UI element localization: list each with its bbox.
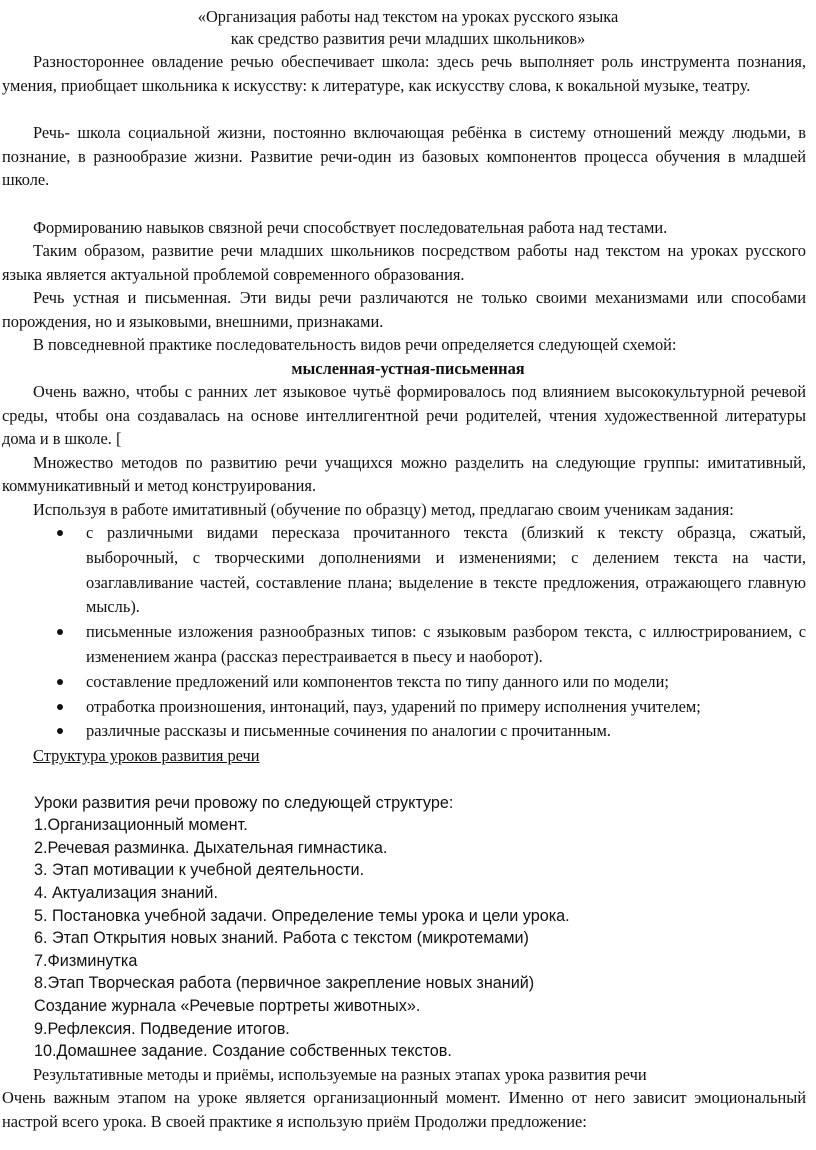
spacer	[0, 768, 816, 792]
list-item: письменные изложения разнообразных типов: с языковым разбором текста, с иллюстрированием, с изменением жанра (рассказ перестраивается в пьесу и наоборот).	[0, 620, 806, 670]
list-item: 2.Речевая разминка. Дыхательная гимнастика.	[34, 838, 388, 857]
bullet-icon	[57, 728, 63, 734]
list-item: с различными видами пересказа прочитанного текста (близкий к тексту образца, сжатый, выборочный, с творческими дополнениями и изменениями; с делением текста на части, озаглавливание частей, составление плана; выделение в тексте предложения, отражающего главную мысль).	[0, 521, 806, 620]
tasks-list	[0, 521, 816, 744]
paragraph-3: Формированию навыков связной речи способствует последовательная работа над тестами.	[33, 217, 668, 237]
document-title	[0, 6, 816, 50]
paragraph-6: В повседневной практике последовательность видов речи определяется следующей схемой:	[33, 335, 677, 354]
final-paragraph: Очень важным этапом на уроке является организационный момент. Именно от него зависит эмоциональный настрой всего урока. В своей практике я использую приём Продолжи предложение:	[2, 1088, 806, 1131]
paragraph-1: Разностороннее овладение речью обеспечивает школа: здесь речь выполняет роль инструмента познания, умения, приобщает школьника к искусству: к литературе, как искусству слова, к вокальной музыке, театру.	[2, 52, 806, 95]
list-item: 9.Рефлексия. Подведение итогов.	[34, 1019, 290, 1038]
paragraph-9: Используя в работе имитативный (обучение по образцу) метод, предлагаю своим ученикам задания:	[33, 499, 734, 519]
list-item: 5. Постановка учебной задачи. Определение темы урока и цели урока.	[34, 906, 570, 925]
paragraph-8: Множество методов по развитию речи учащихся можно разделить на следующие группы: имитативный, коммуникативный и метод конструирования.	[2, 452, 806, 495]
list-item: 6. Этап Открытия новых знаний. Работа с текстом (микротемами)	[34, 929, 529, 948]
lesson-structure	[0, 792, 816, 1063]
paragraph-4: Таким образом, развитие речи младших школьников посредством работы над текстом на уроках русского языка является актуальной проблемой современного образования.	[2, 241, 806, 284]
list-item: 1.Организационный момент.	[34, 816, 248, 835]
methods-heading: Результативные методы и приёмы, используемые на разных этапах урока развития речи	[33, 1064, 647, 1084]
paragraph-5: Речь устная и письменная. Эти виды речи различаются не только своими механизмами или способами порождения, но и языковыми, внешними, признаками.	[2, 288, 806, 331]
list-item: 7.Физминутка	[34, 951, 138, 970]
list-item: составление предложений или компонентов текста по типу данного или по модели;	[0, 670, 806, 695]
bullet-icon	[57, 704, 63, 710]
title-line-2: как средство развития речи младших школьников»	[230, 29, 586, 48]
spacer	[0, 97, 816, 121]
speech-scheme: мысленная-устная-письменная	[291, 358, 525, 378]
bullet-icon	[57, 679, 63, 685]
spacer	[0, 192, 816, 216]
list-item: Создание журнала «Речевые портреты животных».	[34, 997, 421, 1016]
bullet-icon	[57, 530, 63, 536]
list-item: 8.Этап Творческая работа (первичное закрепление новых знаний)	[34, 974, 535, 993]
list-item: отработка произношения, интонаций, пауз, ударений по примеру исполнения учителем;	[0, 695, 806, 720]
structure-heading: Структура уроков развития речи	[33, 746, 260, 766]
paragraph-2: Речь- школа социальной жизни, постоянно включающая ребёнка в систему отношений между людьми, в познание, в разнообразие жизни. Развитие речи-один из базовых компонентов процесса обучения в младшей школе.	[2, 123, 806, 189]
paragraph-7: Очень важно, чтобы с ранних лет языковое чутьё формировалось под влиянием высококультурной речевой среды, чтобы она создавалась на основе интеллигентной речи родителей, чтения художественной литературы дома и в школе. [	[2, 382, 806, 448]
title-line-1: «Организация работы над текстом на уроках русского языка	[197, 7, 619, 26]
list-item: 4. Актуализация знаний.	[34, 884, 218, 903]
list-item: 3. Этап мотивации к учебной деятельности.	[34, 861, 365, 880]
structure-intro: Уроки развития речи провожу по следующей структуре:	[34, 793, 454, 812]
bullet-icon	[57, 629, 63, 635]
list-item: различные рассказы и письменные сочинения по аналогии с прочитанным.	[0, 719, 806, 744]
list-item: 10.Домашнее задание. Создание собственных текстов.	[34, 1042, 452, 1061]
